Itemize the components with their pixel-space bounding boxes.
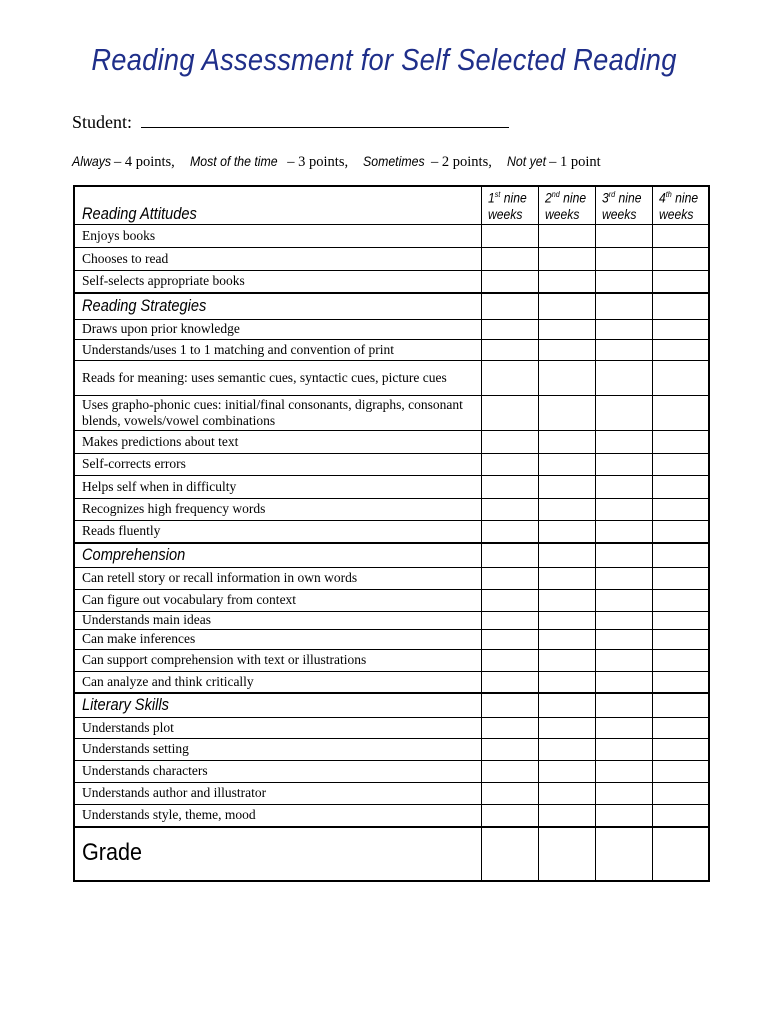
- quarter-header-1: [481, 186, 538, 224]
- section-header-row: [74, 186, 709, 224]
- criterion-row: [74, 475, 709, 498]
- criterion-score-q3[interactable]: [595, 475, 652, 498]
- criterion-score-q4[interactable]: [652, 270, 709, 293]
- section-score-q2[interactable]: [538, 293, 595, 319]
- criterion-score-q4[interactable]: [652, 760, 709, 782]
- criterion-score-q2[interactable]: [538, 782, 595, 804]
- criterion-score-q2[interactable]: [538, 453, 595, 475]
- section-score-q4[interactable]: [652, 693, 709, 717]
- criterion-label: Understands setting: [74, 738, 481, 760]
- scale-label-always: Always: [72, 153, 112, 169]
- criterion-row: [74, 498, 709, 520]
- criterion-score-q2[interactable]: [538, 567, 595, 589]
- grade-score-q1[interactable]: [481, 827, 538, 881]
- quarter-label: 1st nine: [487, 190, 527, 206]
- criterion-score-q4[interactable]: [652, 671, 709, 693]
- criterion-row: [74, 319, 709, 339]
- quarter-header-3: [595, 186, 652, 224]
- criterion-score-q4[interactable]: [652, 475, 709, 498]
- criterion-score-q2[interactable]: [538, 247, 595, 270]
- section-score-q4[interactable]: [652, 293, 709, 319]
- criterion-score-q3[interactable]: [595, 629, 652, 649]
- criterion-label: Recognizes high frequency words: [74, 498, 481, 520]
- grade-score-q4[interactable]: [652, 827, 709, 881]
- criterion-score-q3[interactable]: [595, 520, 652, 543]
- section-title-cell: [74, 543, 481, 567]
- criterion-score-q1[interactable]: [481, 589, 538, 611]
- criterion-row: [74, 738, 709, 760]
- grade-label-cell: [74, 827, 481, 881]
- criterion-score-q4[interactable]: [652, 782, 709, 804]
- criterion-score-q4[interactable]: [652, 453, 709, 475]
- criterion-score-q3[interactable]: [595, 567, 652, 589]
- scale-points-always: – 4 points,: [113, 154, 175, 170]
- criterion-score-q3[interactable]: [595, 589, 652, 611]
- criterion-score-q2[interactable]: [538, 430, 595, 453]
- page-title: Reading Assessment for Self Selected Reading: [91, 42, 677, 77]
- criterion-row: [74, 270, 709, 293]
- criterion-score-q1[interactable]: [481, 319, 538, 339]
- criterion-score-q4[interactable]: [652, 430, 709, 453]
- scale-label-sometimes: Sometimes: [363, 153, 425, 169]
- criterion-score-q3[interactable]: [595, 611, 652, 629]
- criterion-score-q4[interactable]: [652, 629, 709, 649]
- criterion-score-q3[interactable]: [595, 671, 652, 693]
- criterion-label: Uses grapho-phonic cues: initial/final consonants, digraphs, consonant blends, vowels/vowel combinations: [74, 395, 481, 430]
- scale-points-not-yet: – 1 point: [549, 154, 601, 170]
- criterion-score-q1[interactable]: [481, 782, 538, 804]
- criterion-score-q2[interactable]: [538, 498, 595, 520]
- criterion-label: Understands plot: [74, 717, 481, 738]
- criterion-score-q2[interactable]: [538, 629, 595, 649]
- criterion-label: Enjoys books: [74, 224, 481, 247]
- criterion-score-q4[interactable]: [652, 589, 709, 611]
- criterion-score-q1[interactable]: [481, 430, 538, 453]
- criterion-score-q2[interactable]: [538, 804, 595, 827]
- criterion-label: Can figure out vocabulary from context: [74, 589, 481, 611]
- scale-label-not-yet: Not yet: [507, 153, 547, 169]
- criterion-score-q4[interactable]: [652, 611, 709, 629]
- criterion-row: [74, 224, 709, 247]
- criterion-score-q2[interactable]: [538, 649, 595, 671]
- criterion-score-q1[interactable]: [481, 360, 538, 395]
- scale-points-sometimes: – 2 points,: [431, 154, 492, 170]
- criterion-score-q1[interactable]: [481, 247, 538, 270]
- criterion-score-q3[interactable]: [595, 782, 652, 804]
- criterion-score-q2[interactable]: [538, 760, 595, 782]
- criterion-score-q3[interactable]: [595, 270, 652, 293]
- criterion-label: Reads for meaning: uses semantic cues, syntactic cues, picture cues: [74, 360, 481, 395]
- criterion-row: [74, 453, 709, 475]
- criterion-row: [74, 671, 709, 693]
- section-header-row: [74, 293, 709, 319]
- grade-row: [74, 827, 709, 881]
- section-score-q1[interactable]: [481, 543, 538, 567]
- section-title: Comprehension: [82, 544, 186, 564]
- criterion-score-q2[interactable]: [538, 360, 595, 395]
- criterion-score-q2[interactable]: [538, 475, 595, 498]
- criterion-score-q4[interactable]: [652, 319, 709, 339]
- criterion-score-q1[interactable]: [481, 649, 538, 671]
- criterion-row: [74, 339, 709, 360]
- criterion-label: Draws upon prior knowledge: [74, 319, 481, 339]
- criterion-score-q1[interactable]: [481, 567, 538, 589]
- section-title-cell: [74, 293, 481, 319]
- criterion-label: Understands/uses 1 to 1 matching and convention of print: [74, 339, 481, 360]
- criterion-score-q3[interactable]: [595, 430, 652, 453]
- criterion-score-q3[interactable]: [595, 360, 652, 395]
- criterion-label: Self-corrects errors: [74, 453, 481, 475]
- criterion-row: [74, 629, 709, 649]
- criterion-score-q1[interactable]: [481, 224, 538, 247]
- criterion-score-q4[interactable]: [652, 738, 709, 760]
- section-score-q2[interactable]: [538, 693, 595, 717]
- criterion-score-q4[interactable]: [652, 717, 709, 738]
- criterion-score-q1[interactable]: [481, 804, 538, 827]
- section-title-cell: [74, 186, 481, 224]
- criterion-row: [74, 589, 709, 611]
- criterion-row: [74, 360, 709, 395]
- scale-label-most: Most of the time: [190, 153, 278, 169]
- criterion-label: Understands characters: [74, 760, 481, 782]
- criterion-row: [74, 717, 709, 738]
- criterion-score-q4[interactable]: [652, 649, 709, 671]
- quarter-header-2: [538, 186, 595, 224]
- criterion-score-q3[interactable]: [595, 339, 652, 360]
- criterion-score-q4[interactable]: [652, 395, 709, 430]
- criterion-score-q4[interactable]: [652, 804, 709, 827]
- criterion-score-q3[interactable]: [595, 804, 652, 827]
- criterion-score-q3[interactable]: [595, 649, 652, 671]
- grade-score-q2[interactable]: [538, 827, 595, 881]
- quarter-sublabel: weeks: [658, 206, 693, 222]
- criterion-label: Self-selects appropriate books: [74, 270, 481, 293]
- criterion-score-q1[interactable]: [481, 611, 538, 629]
- criterion-score-q2[interactable]: [538, 339, 595, 360]
- criterion-score-q3[interactable]: [595, 738, 652, 760]
- criterion-score-q2[interactable]: [538, 671, 595, 693]
- criterion-score-q3[interactable]: [595, 247, 652, 270]
- criterion-score-q4[interactable]: [652, 520, 709, 543]
- criterion-score-q2[interactable]: [538, 270, 595, 293]
- criterion-score-q3[interactable]: [595, 498, 652, 520]
- criterion-score-q1[interactable]: [481, 270, 538, 293]
- criterion-row: [74, 760, 709, 782]
- section-score-q1[interactable]: [481, 293, 538, 319]
- criterion-score-q3[interactable]: [595, 453, 652, 475]
- student-field: [72, 109, 509, 133]
- criterion-row: [74, 782, 709, 804]
- criterion-row: [74, 567, 709, 589]
- grade-score-q3[interactable]: [595, 827, 652, 881]
- quarter-label: 2nd nine: [544, 190, 586, 206]
- criterion-score-q4[interactable]: [652, 360, 709, 395]
- criterion-label: Helps self when in difficulty: [74, 475, 481, 498]
- section-score-q4[interactable]: [652, 543, 709, 567]
- criterion-label: Can make inferences: [74, 629, 481, 649]
- criterion-label: Can retell story or recall information in own words: [74, 567, 481, 589]
- criterion-score-q2[interactable]: [538, 520, 595, 543]
- criterion-score-q1[interactable]: [481, 760, 538, 782]
- criterion-label: Understands main ideas: [74, 611, 481, 629]
- criterion-score-q4[interactable]: [652, 339, 709, 360]
- criterion-score-q3[interactable]: [595, 760, 652, 782]
- criterion-score-q4[interactable]: [652, 224, 709, 247]
- section-score-q3[interactable]: [595, 543, 652, 567]
- criterion-score-q2[interactable]: [538, 717, 595, 738]
- criterion-score-q2[interactable]: [538, 319, 595, 339]
- criterion-row: [74, 649, 709, 671]
- quarter-sublabel: weeks: [544, 206, 579, 222]
- quarter-header-4: [652, 186, 709, 224]
- scoring-scale: [72, 153, 601, 171]
- criterion-label: Understands author and illustrator: [74, 782, 481, 804]
- criterion-label: Understands style, theme, mood: [74, 804, 481, 827]
- criterion-score-q4[interactable]: [652, 567, 709, 589]
- quarter-label: 3rd nine: [601, 190, 642, 206]
- section-title: Literary Skills: [82, 694, 169, 714]
- criterion-score-q1[interactable]: [481, 453, 538, 475]
- section-title-cell: [74, 693, 481, 717]
- criterion-score-q4[interactable]: [652, 247, 709, 270]
- criterion-label: Can analyze and think critically: [74, 671, 481, 693]
- quarter-label: 4th nine: [658, 190, 698, 206]
- section-score-q3[interactable]: [595, 693, 652, 717]
- criterion-score-q4[interactable]: [652, 498, 709, 520]
- section-title: Reading Strategies: [82, 295, 207, 315]
- section-header-row: [74, 543, 709, 567]
- assessment-table: [73, 185, 710, 882]
- section-score-q2[interactable]: [538, 543, 595, 567]
- quarter-sublabel: weeks: [487, 206, 522, 222]
- criterion-label: Makes predictions about text: [74, 430, 481, 453]
- criterion-label: Chooses to read: [74, 247, 481, 270]
- criterion-row: [74, 430, 709, 453]
- criterion-score-q1[interactable]: [481, 475, 538, 498]
- criterion-score-q3[interactable]: [595, 395, 652, 430]
- criterion-score-q1[interactable]: [481, 498, 538, 520]
- criterion-score-q3[interactable]: [595, 717, 652, 738]
- criterion-row: [74, 395, 709, 430]
- criterion-score-q2[interactable]: [538, 395, 595, 430]
- criterion-score-q2[interactable]: [538, 589, 595, 611]
- student-name-blank[interactable]: [141, 109, 509, 128]
- criterion-score-q2[interactable]: [538, 611, 595, 629]
- criterion-score-q1[interactable]: [481, 520, 538, 543]
- criterion-row: [74, 611, 709, 629]
- criterion-label: Reads fluently: [74, 520, 481, 543]
- quarter-sublabel: weeks: [601, 206, 636, 222]
- grade-label: Grade: [82, 838, 143, 866]
- section-header-row: [74, 693, 709, 717]
- criterion-row: [74, 247, 709, 270]
- criterion-score-q1[interactable]: [481, 629, 538, 649]
- criterion-row: [74, 804, 709, 827]
- criterion-score-q1[interactable]: [481, 339, 538, 360]
- criterion-score-q3[interactable]: [595, 319, 652, 339]
- section-title: Reading Attitudes: [82, 203, 197, 223]
- criterion-score-q1[interactable]: [481, 671, 538, 693]
- section-score-q3[interactable]: [595, 293, 652, 319]
- criterion-score-q2[interactable]: [538, 738, 595, 760]
- criterion-row: [74, 520, 709, 543]
- section-score-q1[interactable]: [481, 693, 538, 717]
- criterion-score-q3[interactable]: [595, 224, 652, 247]
- scale-points-most: – 3 points,: [287, 154, 349, 170]
- criterion-score-q2[interactable]: [538, 224, 595, 247]
- criterion-score-q1[interactable]: [481, 395, 538, 430]
- criterion-score-q1[interactable]: [481, 717, 538, 738]
- criterion-label: Can support comprehension with text or illustrations: [74, 649, 481, 671]
- criterion-score-q1[interactable]: [481, 738, 538, 760]
- student-label: Student:: [72, 112, 133, 132]
